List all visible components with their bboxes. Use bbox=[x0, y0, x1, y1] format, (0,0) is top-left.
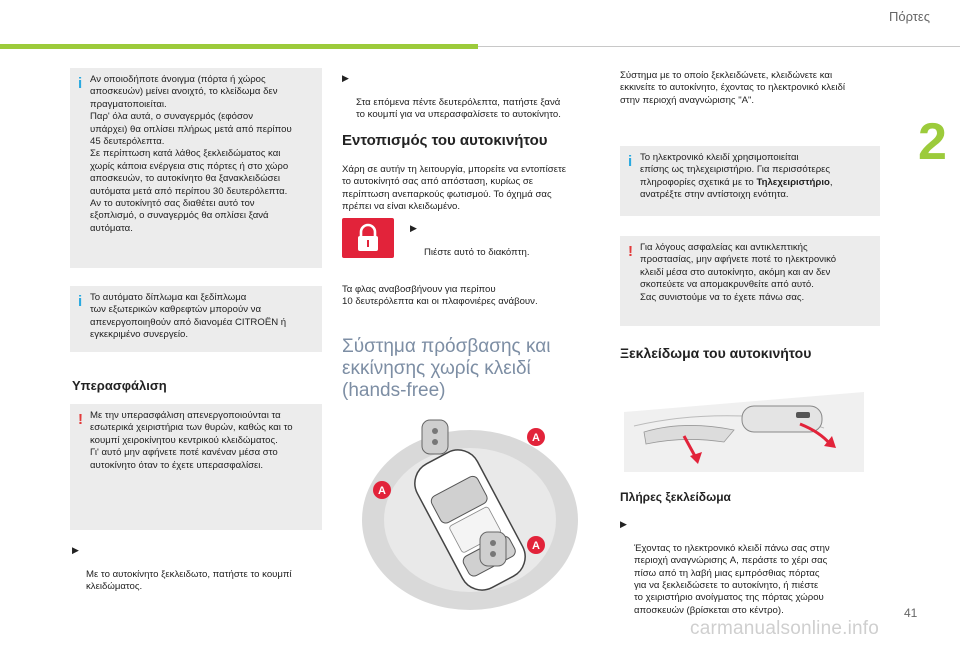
warning-note-key bbox=[620, 236, 880, 326]
flash-description: Τα φλας αναβοσβήνουν για περίπου 10 δευτερόλεπτα και οι πλαφονιέρες ανάβουν. bbox=[342, 284, 538, 308]
lock-button-icon bbox=[342, 218, 394, 258]
watermark: carmanualsonline.info bbox=[690, 618, 880, 639]
bullet-superlock-step1 bbox=[72, 544, 328, 594]
info-note-mirrors bbox=[70, 286, 322, 352]
bullet-arrow-icon: ▶ bbox=[72, 545, 79, 555]
bullet-press-switch bbox=[410, 222, 610, 259]
remote-control-reference: Τηλεχειριστήριο bbox=[756, 176, 830, 188]
heading-locating-vehicle: Εντοπισμός του αυτοκινήτου bbox=[342, 132, 548, 149]
hands-free-intro: Σύστημα με το οποίο ξεκλειδώνετε, κλειδώνετε και εκκινείτε το αυτοκίνητο, έχοντας το ηλεκτρονικό κλειδί στην περιοχή αναγνώρισης "A". bbox=[620, 70, 845, 106]
heading-full-unlocking: Πλήρες ξεκλείδωμα bbox=[620, 490, 731, 504]
info-note-locking-text: Αν οποιοδήποτε άνοιγμα (πόρτα ή χώρος αποσκευών) μείνει ανοιχτό, το κλείδωμα δεν πραγματοποιείται. Παρ' όλα αυτά, ο συναγερμός (εφόσον υπάρχει) θα οπλίσει πλήρως μετά από περίπου 45 δευτερόλεπτα. Σε περίπτωση κατά λάθος ξεκλειδώματος και χωρίς κάποια ενέργεια στις πόρτες ή στο χώρο αποσκευών, το αυτοκίνητο θα ξανακλειδώσει αυτόματα μετά από περίπου 30 δευτερόλεπτα. Αν το αυτοκίνητό σας διαθέτει αυτό τον εξοπλισμό, ο συναγερμός θα οπλίσει ξανά αυτόματα. bbox=[90, 74, 292, 234]
door-handle-diagram bbox=[624, 392, 864, 472]
key-fob-icon bbox=[422, 420, 448, 454]
svg-text:A: A bbox=[378, 485, 386, 497]
header-rule-grey bbox=[478, 46, 960, 47]
svg-text:A: A bbox=[532, 432, 540, 444]
section-title-hands-free: Σύστημα πρόσβασης και εκκίνησης χωρίς κλειδί (hands-free) bbox=[342, 336, 551, 401]
info-icon: i bbox=[628, 153, 633, 170]
warning-note-superlocking-text: Με την υπερασφάλιση απενεργοποιούνται τα εσωτερικά χειριστήρια των θυρών, καθώς και το κουμπί χειροκίνητου κεντρικού κλειδώματος. Γι' αυτό μην αφήνετε ποτέ κανέναν μέσα στο αυτοκίνητο όταν το έχετε υπερασφαλίσει. bbox=[90, 410, 293, 471]
bullet-arrow-icon: ▶ bbox=[410, 223, 417, 233]
svg-text:A: A bbox=[532, 540, 540, 552]
bullet-full-unlocking bbox=[620, 518, 890, 617]
page-header-title: Πόρτες bbox=[888, 9, 930, 24]
chapter-number: 2 bbox=[918, 113, 947, 171]
bullet-superlock-step2-text: Στα επόμενα πέντε δευτερόλεπτα, πατήστε ξανά το κουμπί για να υπερασφαλίσετε το αυτοκίνητο. bbox=[356, 96, 561, 121]
warning-note-key-text: Για λόγους ασφαλείας και αντικλεπτικής προστασίας, μην αφήνετε ποτέ το ηλεκτρονικό κλειδί μέσα στο αυτοκίνητο, ακόμη και αν δεν σκοπεύετε να απομακρυνθείτε από αυτό. Σας συνιστούμε να το έχετε πάνω σας. bbox=[640, 242, 837, 303]
warning-icon: ! bbox=[628, 243, 633, 260]
info-note-remote bbox=[620, 146, 880, 216]
bullet-full-unlocking-text: Έχοντας το ηλεκτρονικό κλειδί πάνω σας στην περιοχή αναγνώρισης A, περάστε το χέρι σας πίσω από τη λαβή μιας εμπρόσθιας πόρτας για να ξεκλειδώσετε το αυτοκίνητο, ή πιέστε το χειριστήριο ανοίγματος της πόρτας χώρου αποσκευών (βρίσκεται στο κέντρο). bbox=[634, 542, 830, 616]
zone-marker-a bbox=[527, 428, 545, 446]
heading-unlocking: Ξεκλείδωμα του αυτοκινήτου bbox=[620, 345, 812, 361]
hands-free-zone-diagram bbox=[352, 410, 602, 610]
bullet-superlock-step2 bbox=[342, 72, 604, 122]
zone-marker-a bbox=[527, 536, 545, 554]
bullet-superlock-step1-text: Με το αυτοκίνητο ξεκλειδωτο, πατήστε το κουμπί κλειδώματος. bbox=[86, 568, 292, 593]
warning-note-superlocking bbox=[70, 404, 322, 530]
locate-description: Χάρη σε αυτήν τη λειτουργία, μπορείτε να εντοπίσετε το αυτοκίνητό σας από απόσταση, κυρίως σε περίπτωση ανεπαρκούς φωτισμού. Το όχημά σας πρέπει να είναι κλειδωμένο. bbox=[342, 164, 567, 213]
bullet-press-switch-text: Πιέστε αυτό το διακόπτη. bbox=[424, 246, 530, 258]
key-fob-icon bbox=[480, 532, 506, 566]
info-note-remote-text: Το ηλεκτρονικό κλειδί χρησιμοποιείται επίσης ως τηλεχειριστήριο. Για περισσότερες πληροφορίες σχετικά με το Τηλεχειριστήριο, ανατρέξτε στην αντίστοιχη ενότητα. bbox=[640, 152, 833, 201]
heading-superlocking: Υπερασφάλιση bbox=[72, 378, 167, 393]
zone-marker-a bbox=[373, 481, 391, 499]
info-note-mirrors-text: Το αυτόματο δίπλωμα και ξεδίπλωμα των εξωτερικών καθρεφτών μπορούν να απενεργοποιηθούν από διανομέα CITROËN ή εγκεκριμένο συνεργείο. bbox=[90, 292, 287, 341]
info-note-locking bbox=[70, 68, 322, 268]
bullet-arrow-icon: ▶ bbox=[342, 73, 349, 83]
page-number: 41 bbox=[904, 606, 918, 620]
warning-icon: ! bbox=[78, 411, 83, 428]
info-icon: i bbox=[78, 75, 83, 92]
bullet-arrow-icon: ▶ bbox=[620, 519, 627, 529]
header-rule-green bbox=[0, 44, 478, 49]
info-icon: i bbox=[78, 293, 83, 310]
